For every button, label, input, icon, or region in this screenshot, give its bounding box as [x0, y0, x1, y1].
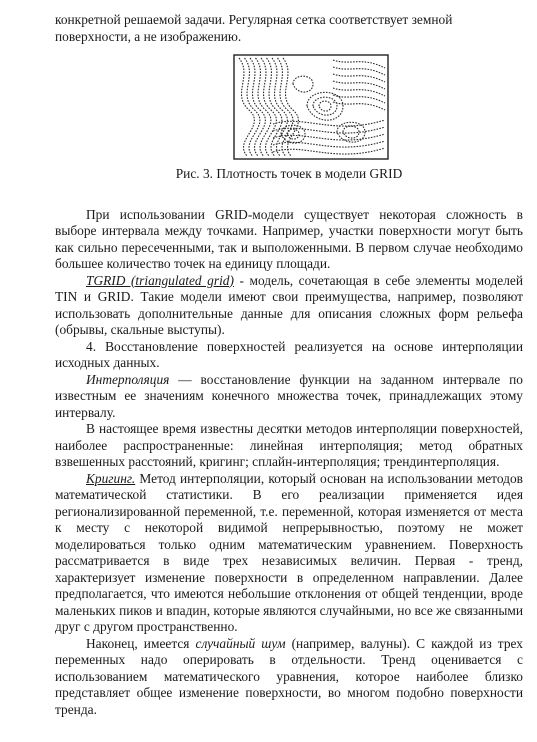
term-random-noise: случайный шум	[195, 635, 286, 651]
paragraph-tgrid-text: - модель, сочетающая в себе элементы моделей TIN и GRID. Такие модели имеют свои преимущества, например, позволяют использовать дополнительные данные для описания сложных форм рельефа (обрывы, скальные выступы).	[55, 272, 524, 337]
continuation-line-2: поверхности, а не изображению.	[55, 28, 242, 44]
paragraph-tgrid	[55, 273, 523, 339]
paragraph-grid-interval: При использовании GRID-модели существует некоторая сложность в выборе интервала между точками. Например, участки поверхности могут быть как сильно пересеченными, так и выположенными. В первом случае необходимо большее количество точек на единицу площади.	[55, 206, 523, 271]
paragraph-kriging-text: Метод интерполяции, который основан на использовании методов математической статистики. В его реализации применяется идея регионализированной переменной, т.е. переменной, которая изменяется от места к месту с некоторой видимой непрерывностью, поэтому не может моделироваться только одним математическим уравнением. Поверхность рассматривается в виде трех независимых величин. Первая - тренд, характеризует изменение поверхности в определенном направлении. Далее предполагается, что имеются небольшие отклонения от общей тенденции, вроде маленьких пиков и впадин, которые являются случайными, но все же связанными друг с другом пространственно.	[55, 470, 523, 634]
spacer	[55, 183, 523, 207]
document-page	[55, 12, 523, 718]
continuation-line-1: конкретной решаемой задачи. Регулярная сетка соответствует земной	[55, 12, 453, 27]
figure-grid-density	[233, 54, 389, 160]
paragraph-interpolation	[55, 372, 523, 422]
paragraph-noise-text: (например, валуны). С каждой из трех переменных надо оперировать в отдельности. Тренд оценивается с использованием математического уравнения, которое наиболее близко представляет общее изменение поверхности, во многом подобно поверхности тренда.	[55, 635, 523, 717]
term-interpolation: Интерполяция	[86, 371, 170, 387]
term-kriging: Кригинг.	[86, 470, 136, 486]
paragraph-kriging	[55, 471, 523, 636]
figure-caption: Рис. 3. Плотность точек в модели GRID	[175, 166, 403, 181]
paragraph-methods: В настоящее время известны десятки методов интерполяции поверхностей, наиболее распространенные: линейная интерполяция; метод обратных взвешенных расстояний, кригинг; сплайн-интерполяция; трендинтерполяция.	[55, 421, 523, 469]
term-tgrid: TGRID (triangulated grid)	[86, 272, 234, 288]
paragraph-interpolation-text: — восстановление функции на заданном интервале по известным ее значениям конечного множества точек, принадлежащих этому интервалу.	[55, 371, 523, 420]
contour-map-image	[233, 54, 389, 160]
paragraph-noise-lead: Наконец, имеется	[86, 635, 196, 651]
paragraph-random-noise	[55, 636, 523, 719]
paragraph-restoration: 4. Восстановление поверхностей реализуется на основе интерполяции исходных данных.	[55, 338, 523, 370]
